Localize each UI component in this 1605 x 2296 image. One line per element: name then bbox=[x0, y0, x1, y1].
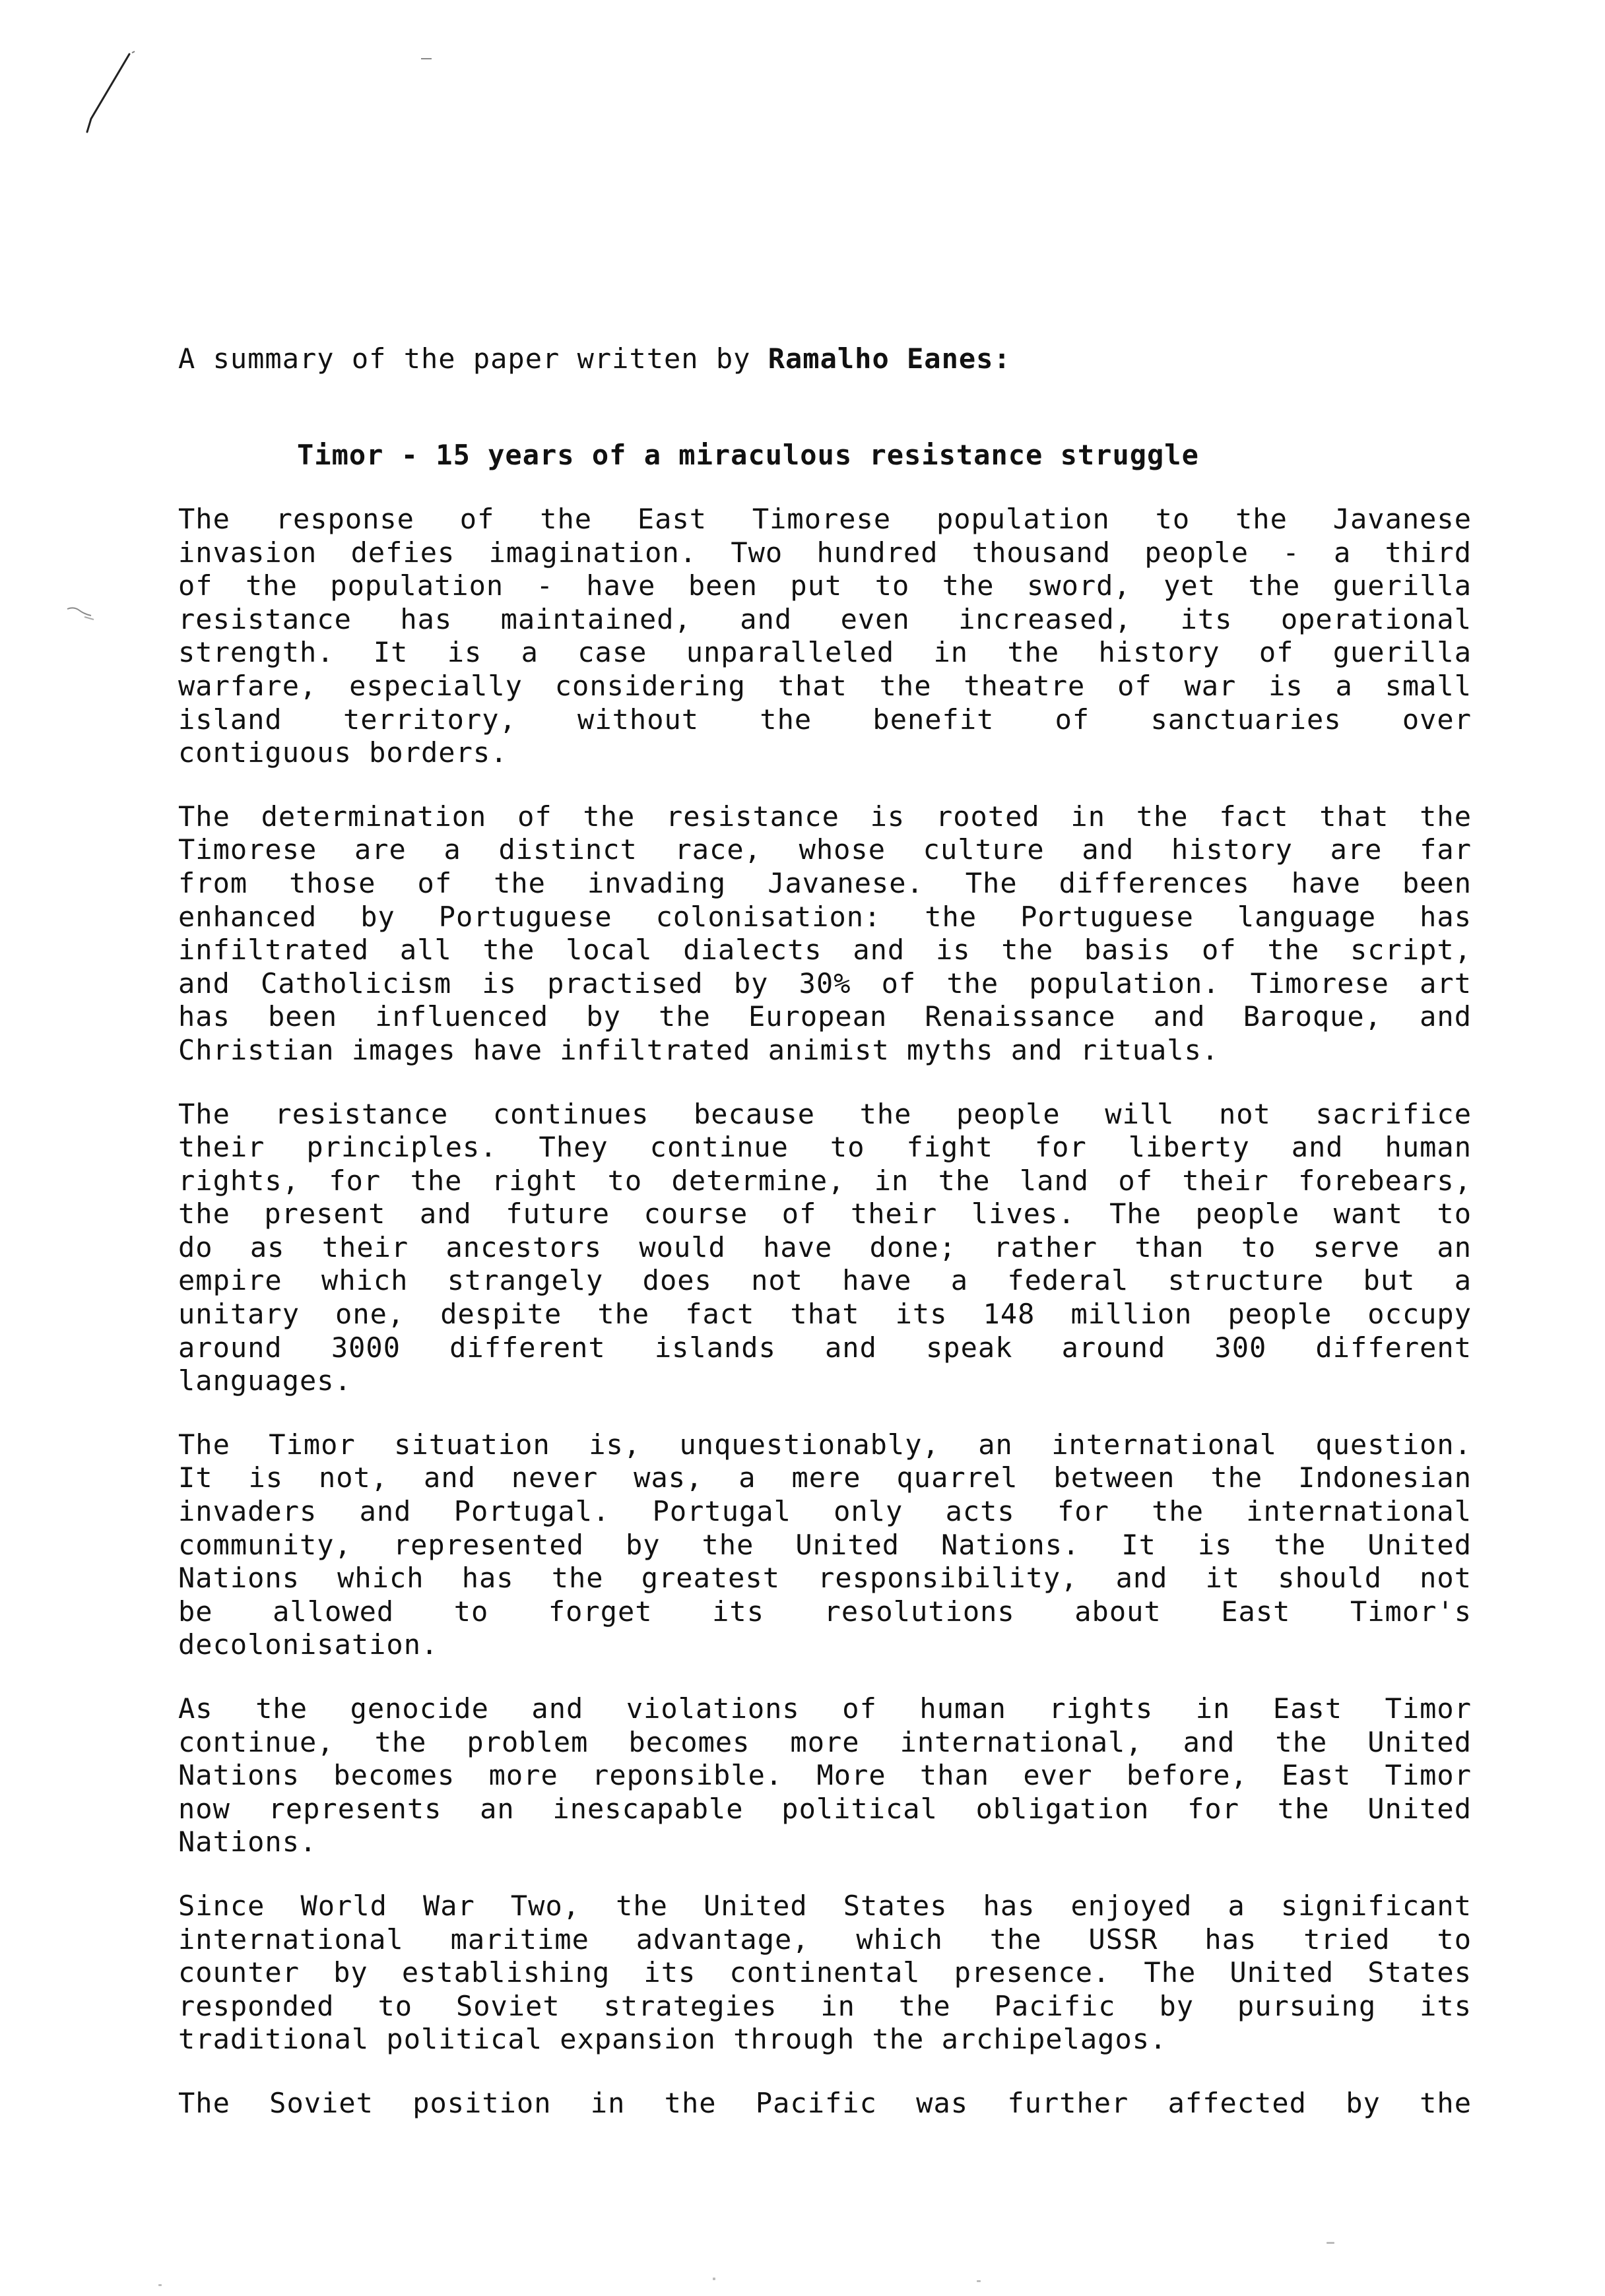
text-line: traditional political expansion through the archipelagos. bbox=[178, 2023, 1167, 2056]
text-line: of the population - have been put to the sword, yet the guerilla bbox=[178, 569, 1472, 602]
text-line: from those of the invading Javanese. The differences have been bbox=[178, 866, 1472, 899]
text-line: their principles. They continue to fight for liberty and human bbox=[178, 1131, 1472, 1164]
text-line: has been influenced by the European Renaissance and Baroque, and bbox=[178, 1000, 1472, 1033]
paragraph bbox=[178, 1428, 1472, 1662]
scan-speck bbox=[1327, 2242, 1334, 2244]
text-line: invaders and Portugal. Portugal only acts for the international bbox=[178, 1495, 1472, 1528]
paragraphs-container bbox=[178, 503, 1472, 2121]
text-line: Timorese are a distinct race, whose culture and history are far bbox=[178, 833, 1472, 866]
text-line: decolonisation. bbox=[178, 1628, 439, 1661]
text-line: enhanced by Portuguese colonisation: the Portuguese language has bbox=[178, 900, 1472, 933]
paragraph bbox=[178, 503, 1472, 770]
text-line: It is not, and never was, a mere quarrel between the Indonesian bbox=[178, 1461, 1472, 1494]
text-line: be allowed to forget its resolutions about East Timor's bbox=[178, 1595, 1472, 1628]
text-line: responded to Soviet strategies in the Pacific by pursuing its bbox=[178, 1989, 1472, 2022]
text-line: community, represented by the United Nations. It is the United bbox=[178, 1528, 1472, 1561]
text-line: warfare, especially considering that the theatre of war is a small bbox=[178, 669, 1472, 702]
text-line: empire which strangely does not have a federal structure but a bbox=[178, 1264, 1472, 1297]
scan-speck bbox=[977, 2280, 981, 2282]
text-line: The resistance continues because the people will not sacrifice bbox=[178, 1097, 1472, 1130]
paragraph bbox=[178, 1098, 1472, 1398]
text-line: unitary one, despite the fact that its 148 million people occupy bbox=[178, 1298, 1472, 1331]
text-line: languages. bbox=[178, 1364, 352, 1397]
document-body bbox=[178, 342, 1472, 2121]
summary-author: Ramalho Eanes: bbox=[768, 342, 1011, 375]
text-line: around 3000 different islands and speak around 300 different bbox=[178, 1331, 1472, 1364]
paragraph bbox=[178, 800, 1472, 1068]
paragraph bbox=[178, 2087, 1472, 2121]
text-line: Since World War Two, the United States has enjoyed a significant bbox=[178, 1889, 1472, 1922]
text-line: and Catholicism is practised by 30% of the population. Timorese art bbox=[178, 967, 1472, 1000]
paragraph bbox=[178, 1890, 1472, 2057]
pen-stroke-mark bbox=[78, 46, 150, 145]
document-title: Timor - 15 years of a miraculous resistance struggle bbox=[297, 439, 1199, 471]
text-line: resistance has maintained, and even increased, its operational bbox=[178, 602, 1472, 635]
summary-prefix: A summary of the paper written by bbox=[178, 342, 768, 375]
paragraph bbox=[178, 1692, 1472, 1859]
text-line: infiltrated all the local dialects and is the basis of the script, bbox=[178, 934, 1472, 967]
text-line: now represents an inescapable political obligation for the United bbox=[178, 1792, 1472, 1825]
text-line: strength. It is a case unparalleled in the history of guerilla bbox=[178, 636, 1472, 669]
summary-heading bbox=[178, 342, 1472, 376]
scan-speck bbox=[158, 2284, 162, 2286]
text-line: rights, for the right to determine, in the land of their forebears, bbox=[178, 1164, 1472, 1197]
text-line: The Soviet position in the Pacific was further affected by the bbox=[178, 2086, 1472, 2119]
text-line: The determination of the resistance is rooted in the fact that the bbox=[178, 800, 1472, 833]
text-line: The Timor situation is, unquestionably, an international question. bbox=[178, 1428, 1472, 1461]
text-line: Nations. bbox=[178, 1826, 317, 1859]
text-line: invasion defies imagination. Two hundred thousand people - a third bbox=[178, 536, 1472, 569]
text-line: international maritime advantage, which the USSR has tried to bbox=[178, 1923, 1472, 1956]
text-line: The response of the East Timorese population to the Javanese bbox=[178, 503, 1472, 535]
text-line: the present and future course of their lives. The people want to bbox=[178, 1197, 1472, 1230]
text-line: As the genocide and violations of human rights in East Timor bbox=[178, 1692, 1472, 1725]
text-line: Nations becomes more reponsible. More than ever before, East Timor bbox=[178, 1759, 1472, 1792]
text-line: Nations which has the greatest responsibility, and it should not bbox=[178, 1562, 1472, 1595]
stray-scan-mark bbox=[65, 604, 104, 623]
text-line: island territory, without the benefit of sanctuaries over bbox=[178, 703, 1472, 736]
text-line: counter by establishing its continental presence. The United States bbox=[178, 1956, 1472, 1989]
text-line: continue, the problem becomes more international, and the United bbox=[178, 1725, 1472, 1758]
text-line: Christian images have infiltrated animist myths and rituals. bbox=[178, 1033, 1220, 1066]
dash-mark bbox=[420, 57, 433, 61]
text-line: contiguous borders. bbox=[178, 736, 508, 769]
text-line: do as their ancestors would have done; rather than to serve an bbox=[178, 1230, 1472, 1263]
scan-speck bbox=[713, 2278, 715, 2280]
